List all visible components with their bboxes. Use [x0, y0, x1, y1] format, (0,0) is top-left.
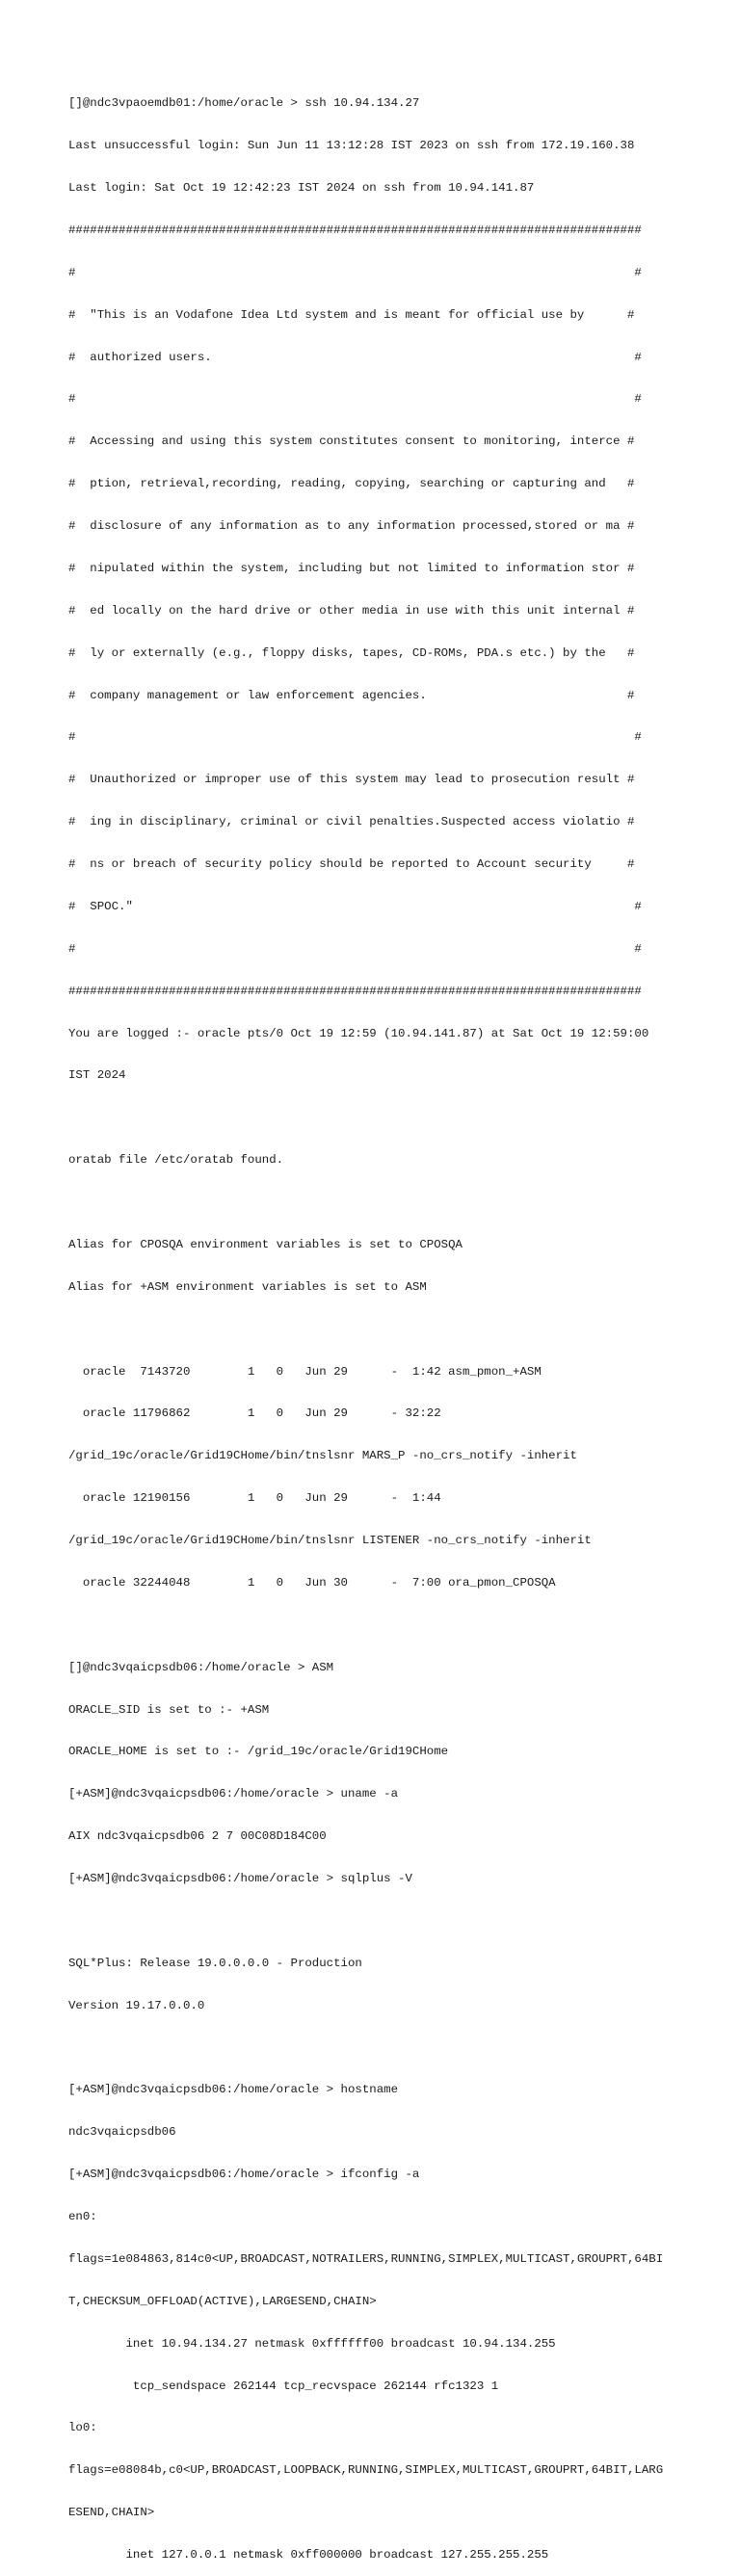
terminal-output-uname: AIX ndc3vqaicpsdb06 2 7 00C08D184C00	[68, 1829, 327, 1844]
process-row-command: /grid_19c/oracle/Grid19CHome/bin/tnslsnr MARS_P -no_crs_notify -inherit	[68, 1449, 577, 1463]
terminal-output[interactable]	[68, 68, 740, 2576]
banner-line: # ption, retrieval,recording, reading, copying, searching or capturing and #	[68, 477, 635, 491]
ifconfig-interface-lo0: lo0:	[68, 2421, 97, 2435]
terminal-prompt-uname: [+ASM]@ndc3vqaicpsdb06:/home/oracle > uname -a	[68, 1787, 399, 1801]
terminal-output-sqlplus-version: Version 19.17.0.0.0	[68, 1998, 205, 2012]
terminal-blank-line	[68, 1914, 740, 1929]
terminal-line-oracle-home: ORACLE_HOME is set to :- /grid_19c/oracle/Grid19CHome	[68, 1745, 449, 1759]
banner-line: # company management or law enforcement agencies. #	[68, 688, 635, 702]
ifconfig-tcp: tcp_sendspace 262144 tcp_recvspace 262144 rfc1323 1	[68, 2379, 499, 2393]
banner-line: # #	[68, 265, 642, 279]
ifconfig-flags-cont: ESEND,CHAIN>	[68, 2506, 155, 2520]
banner-line: # ns or breach of security policy should be reported to Account security #	[68, 857, 635, 871]
banner-line: # nipulated within the system, including but not limited to information stor #	[68, 561, 635, 575]
ifconfig-flags: flags=1e084863,814c0<UP,BROADCAST,NOTRAILERS,RUNNING,SIMPLEX,MULTICAST,GROUPRT,64BI	[68, 2251, 664, 2266]
banner-line: # authorized users. #	[68, 350, 642, 364]
banner-line: # #	[68, 730, 642, 745]
ifconfig-inet: inet 10.94.134.27 netmask 0xffffff00 broadcast 10.94.134.255	[68, 2336, 556, 2351]
terminal-line-ssh-command: []@ndc3vpaoemdb01:/home/oracle > ssh 10.94.134.27	[68, 96, 420, 111]
terminal-line-oracle-sid: ORACLE_SID is set to :- +ASM	[68, 1702, 270, 1717]
ifconfig-flags: flags=e08084b,c0<UP,BROADCAST,LOOPBACK,RUNNING,SIMPLEX,MULTICAST,GROUPRT,64BIT,LARG	[68, 2463, 664, 2478]
terminal-output-sqlplus-release: SQL*Plus: Release 19.0.0.0.0 - Production	[68, 1956, 362, 1970]
ifconfig-inet: inet 127.0.0.1 netmask 0xff000000 broadcast 127.255.255.255	[68, 2548, 549, 2562]
terminal-blank-line	[68, 1196, 740, 1210]
ifconfig-flags-cont: T,CHECKSUM_OFFLOAD(ACTIVE),LARGESEND,CHAIN>	[68, 2294, 377, 2308]
terminal-blank-line	[68, 1618, 740, 1633]
terminal-prompt-sqlplus: [+ASM]@ndc3vqaicpsdb06:/home/oracle > sqlplus -V	[68, 1872, 412, 1885]
process-row: oracle 12190156 1 0 Jun 29 - 1:44	[68, 1491, 441, 1506]
banner-line: # Unauthorized or improper use of this system may lead to prosecution result #	[68, 773, 635, 787]
process-row-command: /grid_19c/oracle/Grid19CHome/bin/tnslsnr LISTENER -no_crs_notify -inherit	[68, 1534, 592, 1547]
terminal-blank-line	[68, 1323, 740, 1337]
banner-line: # ly or externally (e.g., floppy disks, tapes, CD-ROMs, PDA.s etc.) by the #	[68, 645, 635, 660]
terminal-line-logged-in: You are logged :- oracle pts/0 Oct 19 12:59 (10.94.141.87) at Sat Oct 19 12:59:00	[68, 1026, 649, 1040]
process-row: oracle 11796862 1 0 Jun 29 - 32:22	[68, 1406, 441, 1421]
terminal-line-logged-in-cont: IST 2024	[68, 1068, 126, 1083]
banner-border-bottom: ################################################################################	[68, 984, 642, 998]
terminal-blank-line	[68, 2041, 740, 2056]
banner-line: # "This is an Vodafone Idea Ltd system and is meant for official use by #	[68, 307, 635, 322]
terminal-prompt-hostname: [+ASM]@ndc3vqaicpsdb06:/home/oracle > hostname	[68, 2083, 399, 2097]
terminal-blank-line	[68, 1111, 740, 1125]
banner-border-top: ################################################################################	[68, 223, 642, 237]
terminal-line-alias-cposqa: Alias for CPOSQA environment variables is set to CPOSQA	[68, 1237, 462, 1251]
terminal-output-hostname: ndc3vqaicpsdb06	[68, 2125, 176, 2140]
banner-line: # #	[68, 392, 642, 407]
process-row: oracle 7143720 1 0 Jun 29 - 1:42 asm_pmon_+ASM	[68, 1364, 542, 1379]
banner-line: # SPOC." #	[68, 899, 642, 913]
terminal-prompt-ifconfig: [+ASM]@ndc3vqaicpsdb06:/home/oracle > ifconfig -a	[68, 2168, 420, 2182]
process-row: oracle 32244048 1 0 Jun 30 - 7:00 ora_pmon_CPOSQA	[68, 1575, 556, 1590]
terminal-line-alias-asm: Alias for +ASM environment variables is set to ASM	[68, 1279, 427, 1294]
banner-line: # ing in disciplinary, criminal or civil penalties.Suspected access violatio #	[68, 815, 635, 829]
banner-line: # ed locally on the hard drive or other media in use with this unit internal #	[68, 603, 635, 618]
banner-line: # #	[68, 941, 642, 956]
terminal-line-oratab: oratab file /etc/oratab found.	[68, 1153, 284, 1168]
terminal-prompt-asm: []@ndc3vqaicpsdb06:/home/oracle > ASM	[68, 1660, 334, 1674]
terminal-line-last-login: Last login: Sat Oct 19 12:42:23 IST 2024 on ssh from 10.94.141.87	[68, 181, 535, 195]
ifconfig-interface-en0: en0:	[68, 2210, 97, 2223]
terminal-line-last-unsuccessful-login: Last unsuccessful login: Sun Jun 11 13:12:28 IST 2023 on ssh from 172.19.160.38	[68, 139, 635, 153]
banner-line: # Accessing and using this system constitutes consent to monitoring, interce #	[68, 434, 635, 449]
banner-line: # disclosure of any information as to any information processed,stored or ma #	[68, 519, 635, 533]
